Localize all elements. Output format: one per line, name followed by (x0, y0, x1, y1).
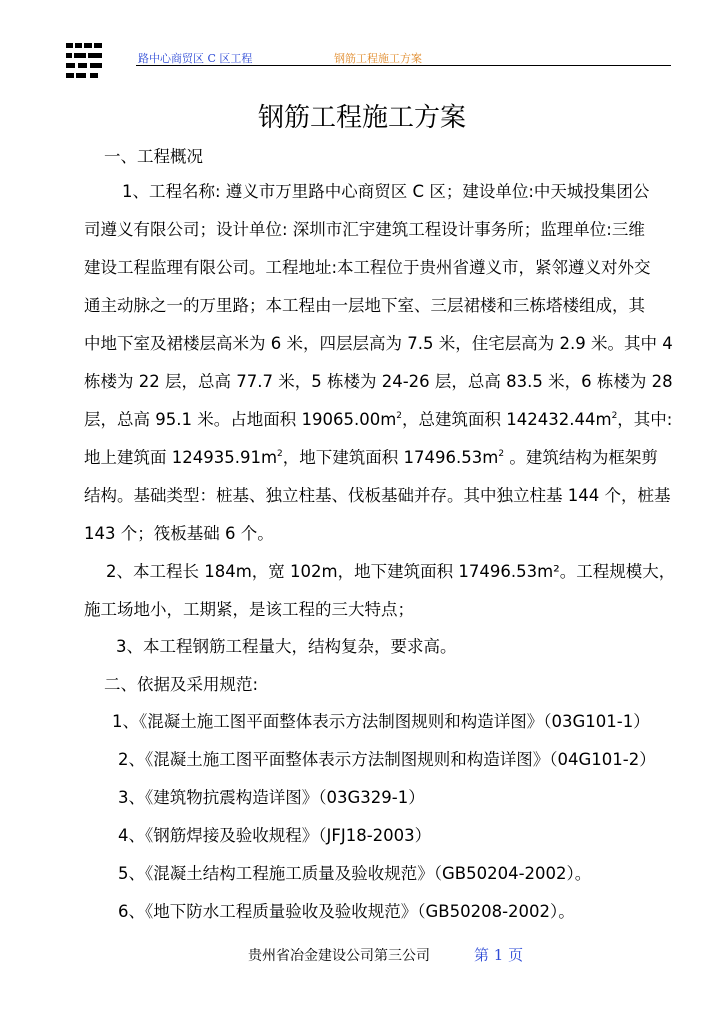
footer-company: 贵州省冶金建设公司第三公司 (248, 948, 430, 964)
paragraph-line: 结构。基础类型：桩基、独立柱基、伐板基础并存。其中独立柱基 144 个，桩基 (84, 486, 671, 505)
text-run: ，总建筑面积 142432.44m (402, 410, 612, 429)
paragraph-line: 司遵义有限公司；设计单位: 深圳市汇宇建筑工程设计事务所；监理单位:三维 (84, 220, 645, 239)
company-logo-icon (66, 43, 130, 79)
paragraph-line: 栋楼为 22 层，总高 77.7 米，5 栋楼为 24-26 层，总高 83.5 米，6 栋楼为 28 (84, 372, 673, 391)
section-heading: 二、依据及采用规范: (104, 675, 259, 694)
superscript: 2 (396, 411, 403, 421)
paragraph-line: 143 个；筏板基础 6 个。 (84, 524, 274, 543)
paragraph-line: 3、本工程钢筋工程量大，结构复杂，要求高。 (116, 637, 457, 656)
paragraph-line: 中地下室及裙楼层高米为 6 米，四层层高为 7.5 米，住宅层高为 2.9 米。其中 4 (84, 334, 673, 353)
list-item: 2、《混凝土施工图平面整体表示方法制图规则和构造详图》（04G101-2） (118, 750, 656, 769)
list-item: 4、《钢筋焊接及验收规程》（JFJ18-2003） (118, 826, 432, 845)
paragraph-line: 施工场地小，工期紧，是该工程的三大特点； (84, 600, 414, 619)
paragraph-line: 1、工程名称: 遵义市万里路中心商贸区 C 区；建设单位:中天城投集团公 (122, 182, 650, 201)
list-item: 1、《混凝土施工图平面整体表示方法制图规则和构造详图》（03G101-1） (112, 712, 650, 731)
list-item: 3、《建筑物抗震构造详图》（03G329-1） (118, 788, 425, 807)
paragraph-line: 通主动脉之一的万里路；本工程由一层地下室、三层裙楼和三栋塔楼组成，其 (84, 296, 645, 315)
superscript: 2 (277, 449, 283, 459)
header-document-name: 钢筋工程施工方案 (334, 52, 422, 65)
text-run: ，地下建筑面积 17496.53m (282, 448, 499, 467)
section-heading: 一、工程概况 (104, 147, 203, 166)
paragraph-line (84, 446, 658, 470)
header-divider (136, 65, 671, 66)
page-footer (248, 944, 523, 965)
paragraph-line: 2、本工程长 184m，宽 102m，地下建筑面积 17496.53m²。工程规模大， (106, 562, 676, 581)
paragraph-line: 建设工程监理有限公司。工程地址:本工程位于贵州省遵义市，紧邻遵义对外交 (84, 258, 651, 277)
superscript: 2 (498, 449, 505, 459)
text-run: 。建筑结构为框架剪 (504, 448, 658, 467)
list-item: 5、《混凝土结构工程施工质量及验收规范》（GB50204-2002）。 (118, 864, 592, 883)
list-item: 6、《地下防水工程质量验收及验收规范》（GB50208-2002）。 (118, 902, 575, 921)
header-project-name: 路中心商贸区 C 区工程 (138, 52, 253, 65)
page-title: 钢筋工程施工方案 (257, 103, 466, 133)
text-run: 层，总高 95.1 米。占地面积 19065.00m (84, 410, 397, 429)
text-run: 地上建筑面 124935.91m (84, 448, 278, 467)
paragraph-line (84, 408, 672, 432)
page-number: 第 1 页 (474, 946, 524, 964)
text-run: ，其中: (617, 410, 673, 429)
superscript: 2 (611, 411, 618, 421)
